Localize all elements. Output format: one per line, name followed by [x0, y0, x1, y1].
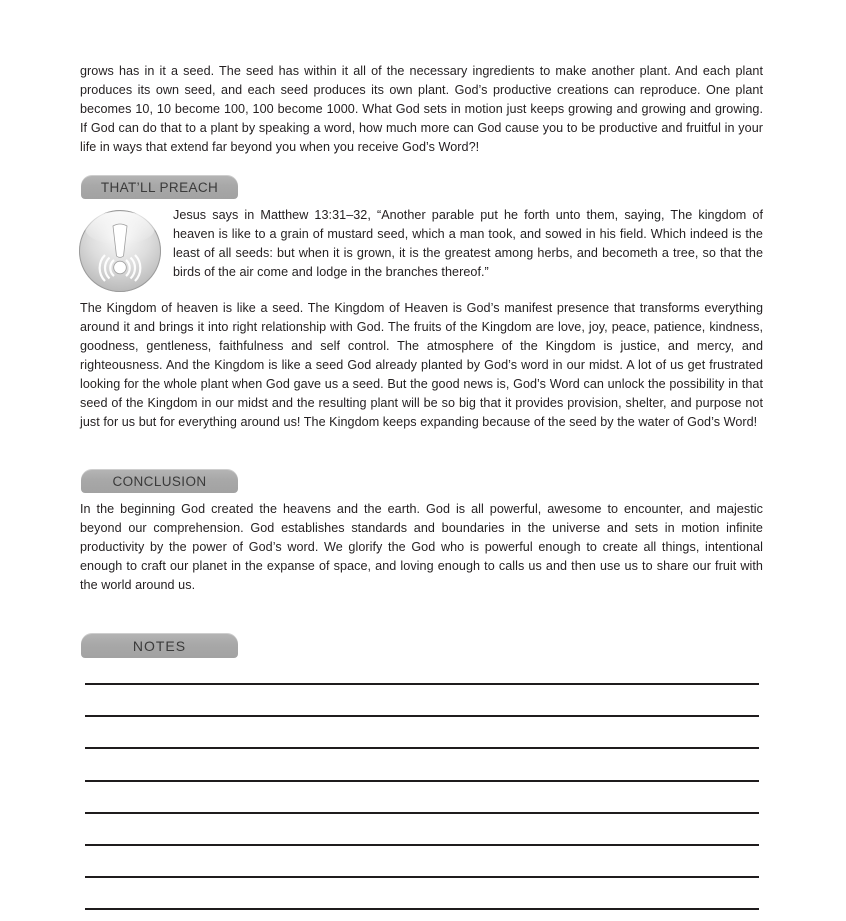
scripture-quote: Jesus says in Matthew 13:31–32, “Another parable put he forth unto them, saying, The kingdom of heaven is like to a grain of mustard seed, which a man took, and sowed in his field. Which indeed is the least of all seeds: but when it is grown, it is the greatest among herbs, and becometh a tree, so that the birds of the air come and lodge in the branches thereof.”	[173, 208, 763, 279]
note-line	[85, 780, 759, 782]
note-line	[85, 876, 759, 878]
note-line	[85, 844, 759, 846]
note-line	[85, 715, 759, 717]
section-heading-thatll-preach	[81, 175, 238, 199]
conclusion-paragraph: In the beginning God created the heavens and the earth. God is all powerful, awesome to encounter, and majestic beyond our comprehension. God establishes standards and boundaries in the universe and sets in motion infinite productivity by the power of God’s word. We glorify the God who is powerful enough to create all things, intentional enough to craft our planet in the expanse of space, and loving enough to calls us and then use us to share our fruit with the world around us.	[80, 502, 763, 592]
kingdom-paragraph: The Kingdom of heaven is like a seed. The Kingdom of Heaven is God’s manifest presence that transforms everything around it and brings it into right relationship with God. The fruits of the Kingdom are love, joy, peace, patience, kindness, goodness, gentleness, faithfulness and self control. The atmosphere of the Kingdom is justice, and mercy, and righteousness. And the Kingdom is like a seed God already planted by God’s word in our midst. A lot of us get frustrated looking for the whole plant when God gave us a seed. But the good news is, God’s Word can unlock the possibility in that seed of the Kingdom in our midst and the resulting plant will be so big that it provides provision, shelter, and purpose not just for us but for everything around us! The Kingdom keeps expanding because of the seed by the water of God’s Word!	[80, 301, 763, 429]
note-line	[85, 747, 759, 749]
section-heading-label: CONCLUSION	[112, 473, 207, 489]
exclamation-sound-waves-icon	[78, 209, 162, 293]
section-heading-label: THAT’LL PREACH	[100, 179, 219, 195]
notes-lines	[85, 683, 759, 915]
section-heading-notes	[81, 633, 238, 658]
intro-paragraph: grows has in it a seed. The seed has within it all of the necessary ingredients to make another plant. And each plant produces its own seed, and each seed produces its own plant. God’s productive creations can reproduce. One plant becomes 10, 10 become 100, 100 become 1000. What God sets in motion just keeps growing and growing and growing. If God can do that to a plant by speaking a word, how much more can God cause you to be productive and fruitful in your life in ways that extend far beyond you when you receive God’s Word?!	[80, 64, 763, 154]
note-line	[85, 812, 759, 814]
note-line	[85, 908, 759, 910]
section-heading-label: NOTES	[132, 637, 187, 654]
section-heading-conclusion	[81, 469, 238, 493]
note-line	[85, 683, 759, 685]
